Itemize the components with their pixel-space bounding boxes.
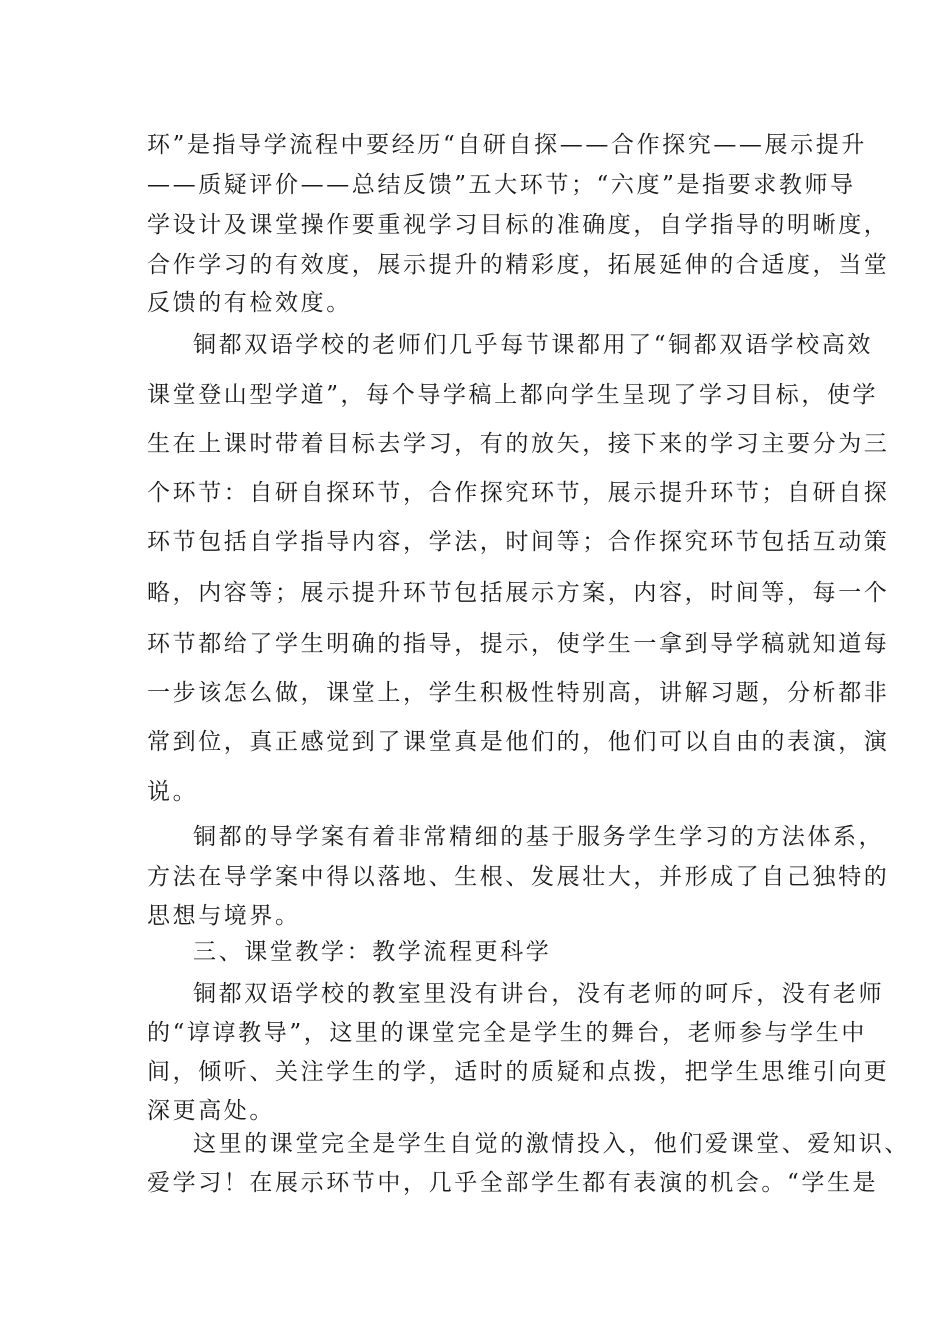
text-line: 略，内容等；展示提升环节包括展示方案，内容，时间等，每一个 — [147, 580, 890, 606]
text-line: 思想与境界。 — [147, 903, 301, 929]
text-line: 反馈的有检效度。 — [147, 290, 352, 316]
text-line: 课堂登山型学道”，每个导学稿上都向学生呈现了学习目标，使学 — [147, 382, 879, 408]
text-line: 合作学习的有效度，展示提升的精彩度，拓展延伸的合适度，当堂 — [147, 252, 890, 278]
text-line: 环”是指导学流程中要经历“自研自探——合作探究——展示提升 — [147, 132, 867, 158]
text-line: 的“谆谆教导”，这里的课堂完全是学生的舞台，老师参与学生中 — [147, 1020, 867, 1046]
text-line: 常到位，真正感觉到了课堂真是他们的，他们可以自由的表演，演 — [147, 729, 890, 755]
text-line: 深更高处。 — [147, 1098, 275, 1124]
text-line: 间，倾听、关注学生的学，适时的质疑和点拨，把学生思维引向更 — [147, 1059, 890, 1085]
paragraph-first-line: 铜都双语学校的教室里没有讲台，没有老师的呵斥，没有老师 — [193, 981, 885, 1007]
text-line: 环节都给了学生明确的指导，提示，使学生一拿到导学稿就知道每 — [147, 631, 890, 657]
text-line: 爱学习！在展示环节中，几乎全部学生都有表演的机会。“学生是 — [147, 1170, 879, 1196]
text-line: 方法在导学案中得以落地、生根、发展壮大，并形成了自己独特的 — [147, 864, 890, 890]
text-line: 个环节：自研自探环节，合作探究环节，展示提升环节；自研自探 — [147, 480, 890, 506]
paragraph-first-line: 铜都的导学案有着非常精细的基于服务学生学习的方法体系， — [193, 824, 885, 850]
text-line: 生在上课时带着目标去学习，有的放矢，接下来的学习主要分为三 — [147, 431, 890, 457]
paragraph-first-line: 铜都双语学校的老师们几乎每节课都用了“铜都双语学校高效 — [193, 332, 873, 358]
text-line: 一步该怎么做，课堂上，学生积极性特别高，讲解习题，分析都非 — [147, 680, 890, 706]
paragraph-first-line: 这里的课堂完全是学生自觉的激情投入，他们爱课堂、爱知识、 — [193, 1131, 910, 1157]
text-line: ——质疑评价——总结反馈”五大环节；“六度”是指要求教师导 — [147, 172, 856, 198]
text-line: 学设计及课堂操作要重视学习目标的准确度，自学指导的明晰度， — [147, 212, 890, 238]
text-line: 说。 — [147, 779, 199, 805]
text-line: 环节包括自学指导内容，学法，时间等；合作探究环节包括互动策 — [147, 529, 890, 555]
section-heading: 三、课堂教学：教学流程更科学 — [193, 939, 552, 965]
